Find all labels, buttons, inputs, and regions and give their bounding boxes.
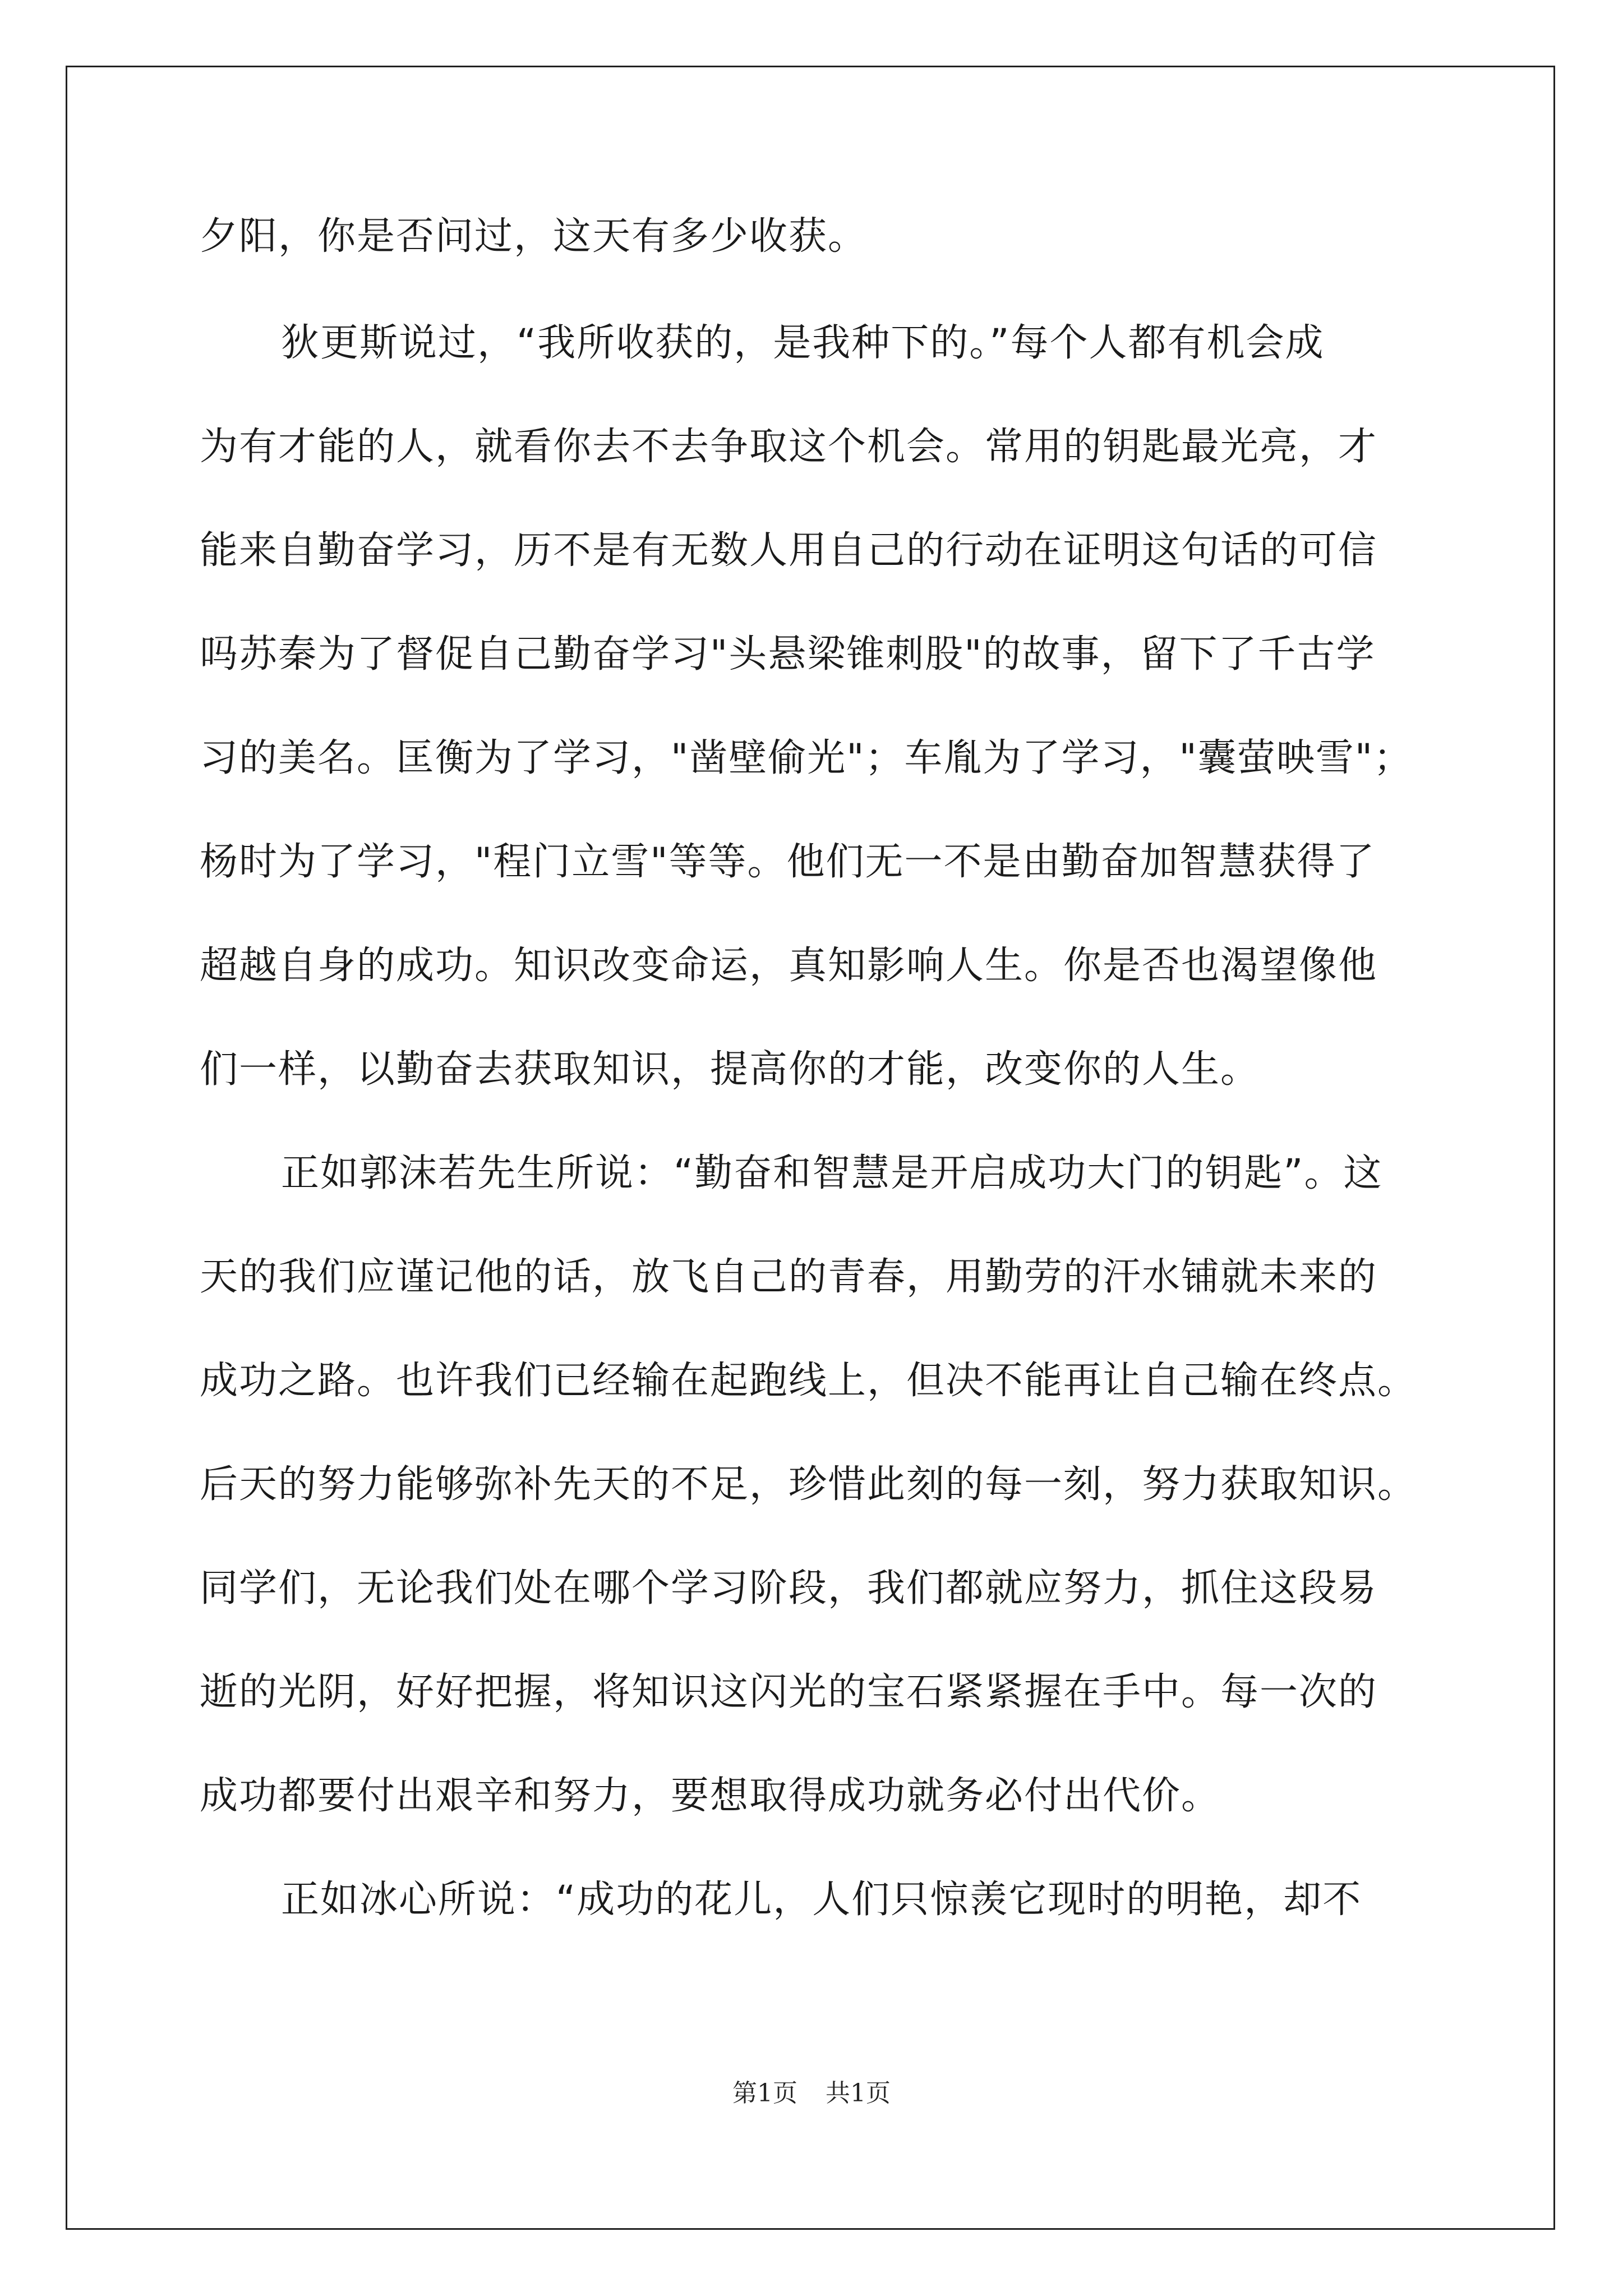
text-line: 吗苏秦为了督促自己勤奋学习"头悬梁锥刺股"的故事，留下了千古学 [200, 632, 1376, 677]
text-line: 杨时为了学习，"程门立雪"等等。他们无一不是由勤奋加智慧获得了 [200, 840, 1376, 884]
page-total: 共1页 [826, 2079, 891, 2108]
text-line: 天的我们应谨记他的话，放飞自己的青春，用勤劳的汗水铺就未来的 [200, 1255, 1378, 1299]
paragraph-first-line: 正如冰心所说：“成功的花儿，人们只惊羡它现时的明艳，却不 [281, 1878, 1362, 1922]
text-line: 成功都要付出艰辛和努力，要想取得成功就务必付出代价。 [200, 1774, 1221, 1818]
page-number: 第1页 [732, 2079, 797, 2108]
text-line: 同学们，无论我们处在哪个学习阶段，我们都就应努力，抓住这段易 [200, 1566, 1378, 1611]
text-line: 习的美名。匡衡为了学习，"凿壁偷光"；车胤为了学习，"囊萤映雪"； [200, 736, 1413, 780]
text-line: 逝的光阴，好好把握，将知识这闪光的宝石紧紧握在手中。每一次的 [200, 1670, 1378, 1714]
text-line: 后天的努力能够弥补先天的不足，珍惜此刻的每一刻，努力获取知识。 [200, 1462, 1417, 1507]
text-line: 们一样，以勤奋去获取知识，提高你的才能，改变你的人生。 [200, 1047, 1260, 1092]
paragraph-first-line: 狄更斯说过，“我所收获的，是我种下的。”每个人都有机会成 [281, 321, 1325, 365]
text-line: 夕阳，你是否问过，这天有多少收获。 [200, 214, 868, 259]
text-line: 能来自勤奋学习，历不是有无数人用自己的行动在证明这句话的可信 [200, 528, 1378, 573]
paragraph-first-line: 正如郭沫若先生所说：“勤奋和智慧是开启成功大门的钥匙”。这 [281, 1151, 1383, 1195]
text-line: 为有才能的人，就看你去不去争取这个机会。常用的钥匙最光亮，才 [200, 425, 1378, 469]
text-line: 成功之路。也许我们已经输在起跑线上，但决不能再让自己输在终点。 [200, 1359, 1417, 1403]
page-footer [0, 2077, 1623, 2110]
text-line: 超越自身的成功。知识改变命运，真知影响人生。你是否也渴望像他 [200, 944, 1378, 988]
